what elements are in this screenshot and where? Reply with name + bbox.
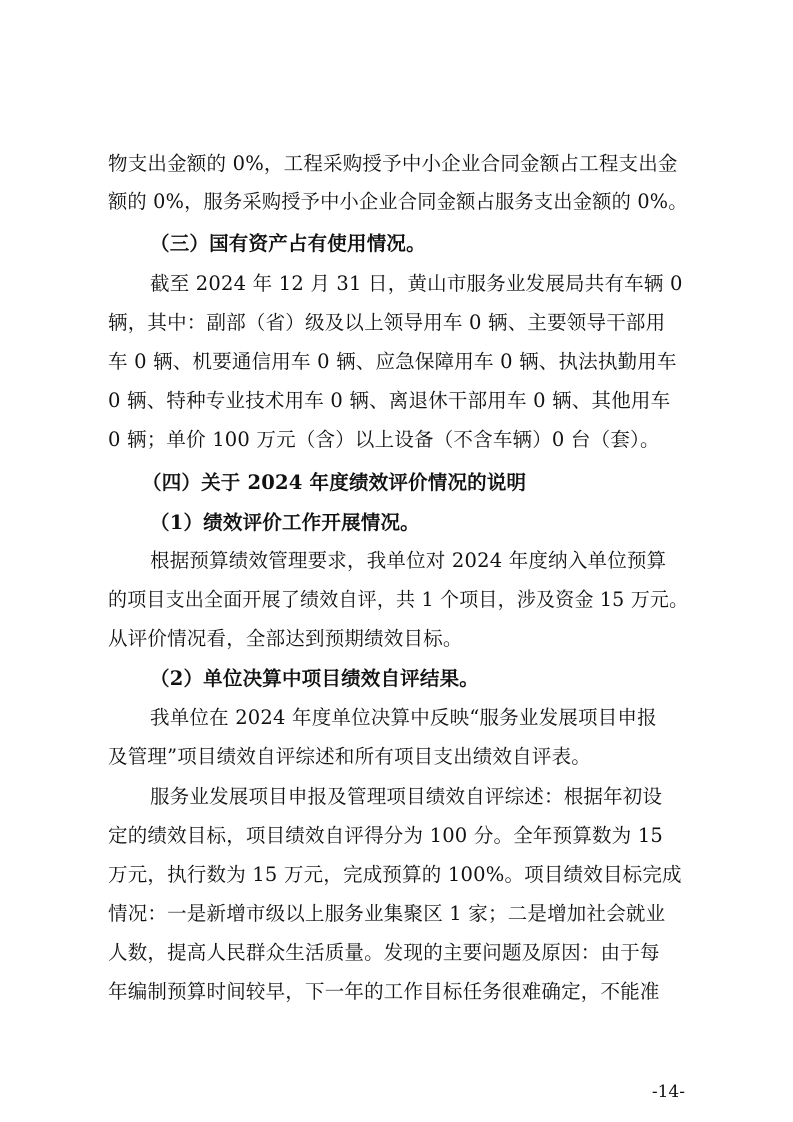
subheading-4-1: （1）绩效评价工作开展情况。 [150,511,420,534]
p2-line-3: 车 0 辆、机要通信用车 0 辆、应急保障用车 0 辆、执法执勤用车 [108,350,677,373]
subheading-4-2: （2）单位决算中项目绩效自评结果。 [150,667,479,690]
p5-line-4: 情况：一是新增市级以上服务业集聚区 1 家；二是增加社会就业 [108,902,666,925]
page-number: -14- [651,1082,685,1102]
p5-line-1: 服务业发展项目申报及管理项目绩效自评综述：根据年初设 [150,785,663,808]
section-heading-4: （四）关于 2024 年度绩效评价情况的说明 [142,471,527,494]
p4-line-2: 及管理”项目绩效自评综述和所有项目支出绩效自评表。 [108,745,591,768]
p5-line-3: 万元，执行数为 15 万元，完成预算的 100%。项目绩效目标完成 [108,863,682,886]
p1-line-1: 物支出金额的 0%，工程采购授予中小企业合同金额占工程支出金 [108,152,678,175]
p1-line-2: 额的 0%，服务采购授予中小企业合同金额占服务支出金额的 0%。 [108,190,688,213]
section-heading-3: （三）国有资产占有使用情况。 [150,232,426,255]
p3-line-2: 的项目支出全面开展了绩效自评，共 1 个项目，涉及资金 15 万元。 [108,588,689,611]
p3-line-1: 根据预算绩效管理要求，我单位对 2024 年度纳入单位预算 [150,549,667,572]
p3-line-3: 从评价情况看，全部达到预期绩效目标。 [108,627,463,650]
p2-line-4: 0 辆、特种专业技术用车 0 辆、离退休干部用车 0 辆、其他用车 [108,389,671,412]
p5-line-2: 定的绩效目标，项目绩效自评得分为 100 分。全年预算数为 15 [108,824,664,847]
p5-line-6: 年编制预算时间较早，下一年的工作目标任务很难确定，不能准 [108,980,660,1003]
p2-line-5: 0 辆；单价 100 万元（含）以上设备（不含车辆）0 台（套）。 [108,428,660,451]
p5-line-5: 人数，提高人民群众生活质量。发现的主要问题及原因：由于每 [108,941,660,964]
p2-line-1: 截至 2024 年 12 月 31 日，黄山市服务业发展局共有车辆 0 [150,272,683,295]
p2-line-2: 辆，其中：副部（省）级及以上领导用车 0 辆、主要领导干部用 [108,311,666,334]
p4-line-1: 我单位在 2024 年度单位决算中反映“服务业发展项目申报 [150,706,657,729]
